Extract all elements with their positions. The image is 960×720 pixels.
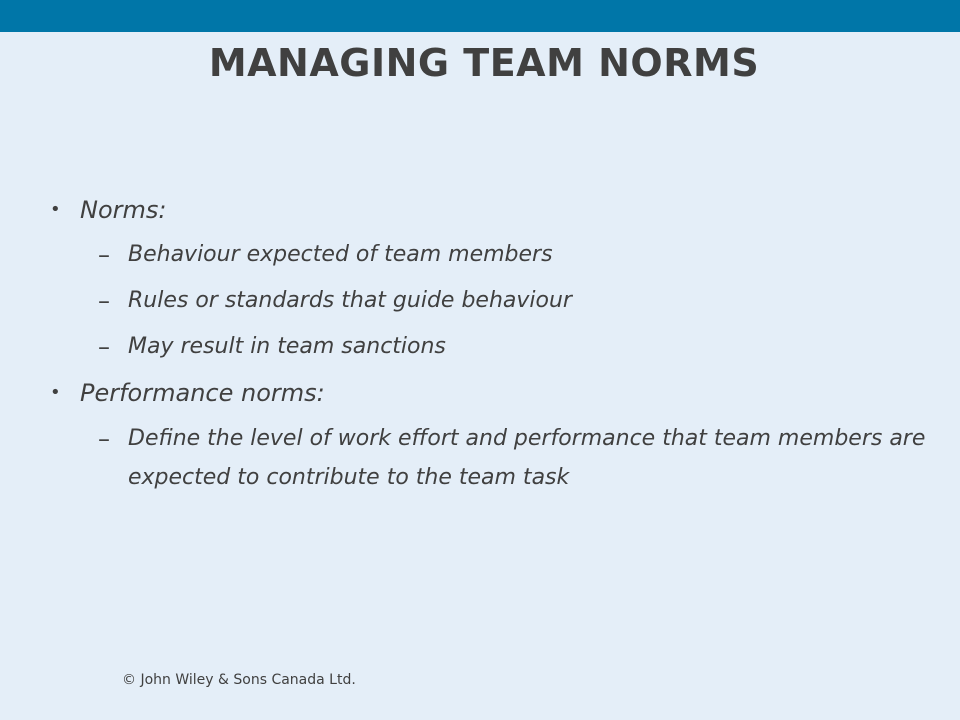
sub-bullet-text: Define the level of work effort and performance that team members are expected to contribute to the team task — [128, 426, 926, 490]
dash-icon: – — [98, 333, 110, 361]
slide-title: MANAGING TEAM NORMS — [208, 41, 760, 85]
dash-icon: – — [98, 425, 110, 453]
copyright-footer: © John Wiley & Sons Canada Ltd. — [122, 672, 356, 688]
sub-bullet-text: Rules or standards that guide behaviour — [128, 288, 572, 313]
sub-bullet-text: Behaviour expected of team members — [128, 242, 553, 267]
dash-icon: – — [98, 241, 110, 269]
bullet-text: Performance norms: — [80, 379, 325, 407]
sub-bullet-text: May result in team sanctions — [128, 334, 446, 359]
bullet-icon: • — [50, 199, 61, 220]
header-bar — [0, 0, 960, 32]
bullet-icon: • — [50, 382, 61, 403]
bullet-text: Norms: — [80, 196, 167, 224]
dash-icon: – — [98, 287, 110, 315]
